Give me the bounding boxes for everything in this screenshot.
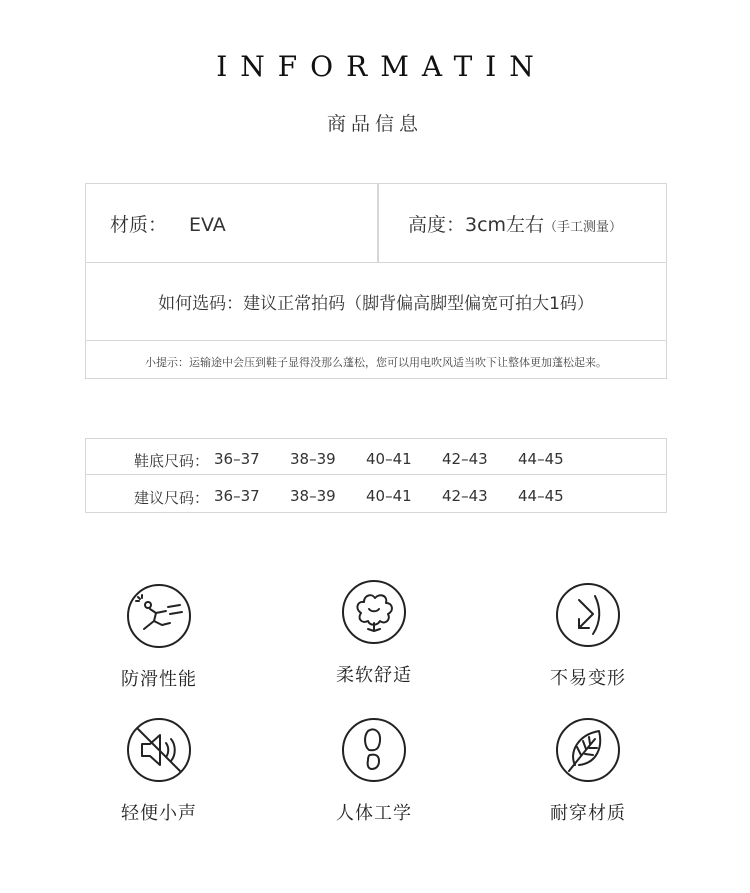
- feature-quiet: [79, 717, 239, 825]
- size-row-label: 建议尺码：: [134, 489, 210, 507]
- size-cell: 40–41: [366, 487, 412, 505]
- info-row-size-advice: [86, 263, 666, 341]
- size-row-sole: [86, 439, 666, 475]
- size-cell: 44–45: [518, 450, 564, 468]
- feature-durable: [508, 717, 668, 825]
- size-cell: 36–37: [214, 487, 260, 505]
- cell-divider: [377, 184, 379, 262]
- size-cell: 36–37: [214, 450, 260, 468]
- feature-label: 耐穿材质: [550, 803, 626, 824]
- cotton-soft-icon: [341, 579, 407, 645]
- size-cell: 44–45: [518, 487, 564, 505]
- size-cell: 42–43: [442, 450, 488, 468]
- page-subtitle: 商品信息: [326, 113, 423, 135]
- feature-label: 柔软舒适: [336, 665, 412, 686]
- material-label: 材质：: [110, 214, 168, 236]
- height-label: 高度：3cm左右: [408, 214, 545, 236]
- size-row-label: 鞋底尺码：: [134, 452, 210, 470]
- size-cell: 38–39: [290, 450, 336, 468]
- no-deform-icon: [555, 582, 621, 648]
- material-cell: [110, 210, 226, 237]
- page-title: INFORMATIN: [216, 50, 547, 83]
- material-value: EVA: [189, 214, 226, 236]
- footprint-icon: [341, 717, 407, 783]
- feature-label: 轻便小声: [121, 803, 197, 824]
- size-row-suggested: [86, 476, 666, 512]
- height-cell: [408, 210, 622, 237]
- feature-no-deform: [508, 582, 668, 690]
- size-cell: 42–43: [442, 487, 488, 505]
- mute-speaker-icon: [126, 717, 192, 783]
- size-table: [85, 438, 667, 513]
- info-row-material-height: [86, 184, 666, 263]
- tip-text: 小提示：运输途中会压到鞋子显得没那么蓬松，您可以用电吹风适当吹下让整体更加蓬松起来。: [145, 356, 607, 369]
- height-note: （手工测量）: [544, 220, 623, 235]
- feature-label: 防滑性能: [121, 669, 197, 690]
- feature-soft: [294, 579, 454, 687]
- size-cell: 38–39: [290, 487, 336, 505]
- size-advice-text: 如何选码：建议正常拍码（脚背偏高脚型偏宽可拍大1码）: [158, 294, 594, 314]
- anti-slip-icon: [126, 583, 192, 649]
- feature-label: 不易变形: [550, 668, 626, 689]
- feature-anti-slip: [79, 583, 239, 691]
- feature-label: 人体工学: [336, 803, 412, 824]
- size-cell: 40–41: [366, 450, 412, 468]
- info-table: [85, 183, 667, 379]
- feature-ergonomic: [294, 717, 454, 825]
- leaf-icon: [555, 717, 621, 783]
